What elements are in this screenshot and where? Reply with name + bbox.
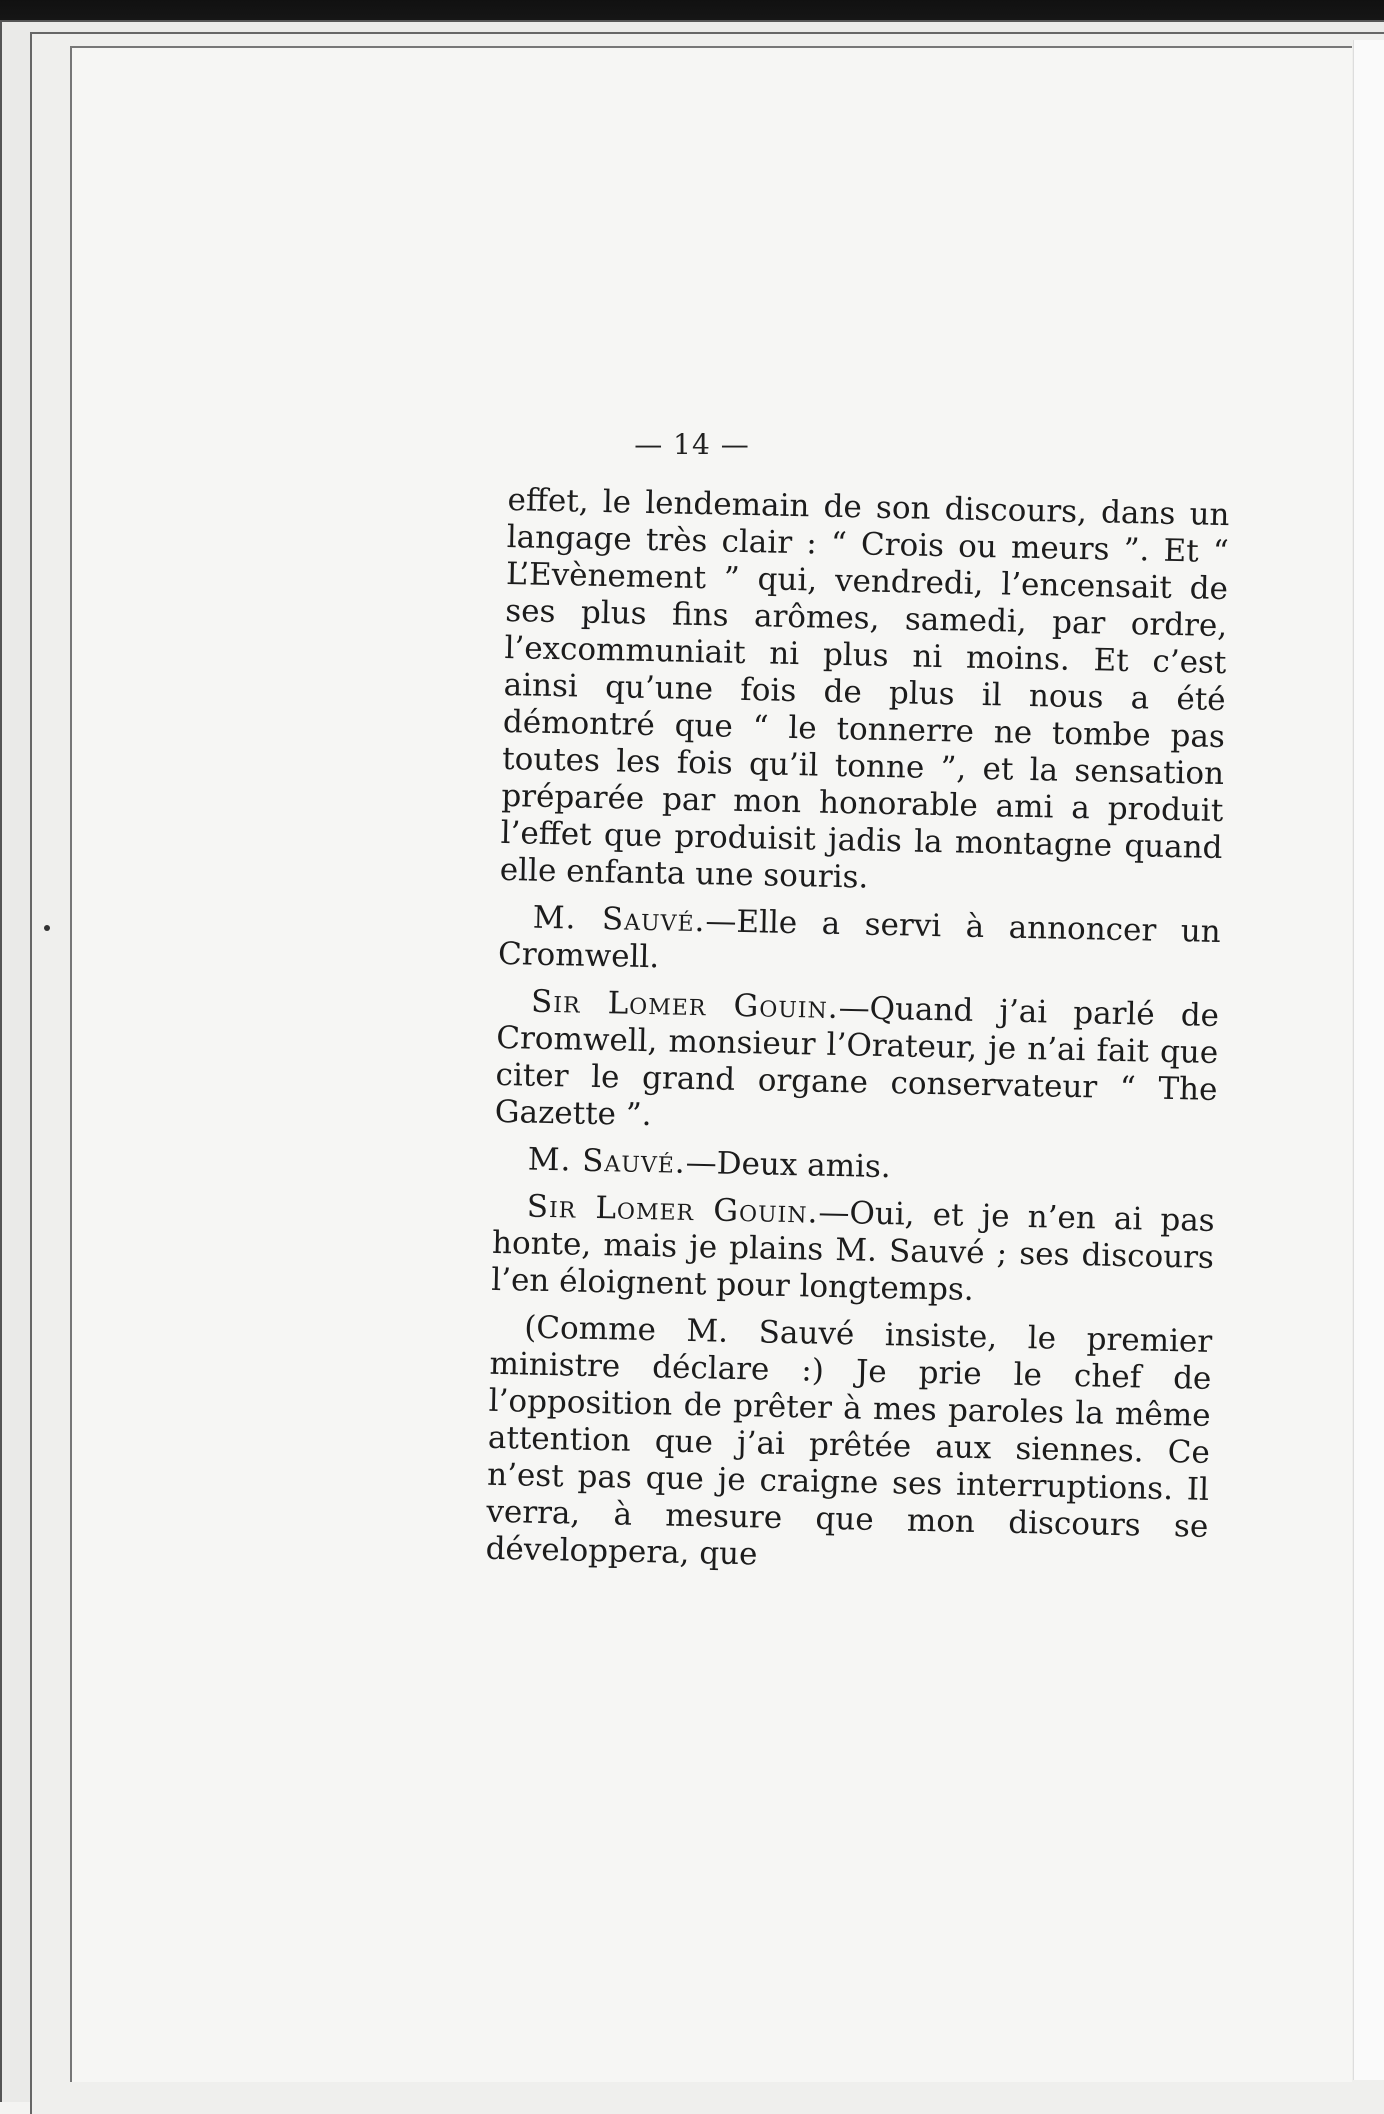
speech-text: —Quand j’ai parlé de Cromwell, monsieur l’Orateur, je n’ai fait que citer le grand organe conservateur “ The Gazette ”. [494,990,1220,1134]
dialogue-paragraph [491,1188,1215,1314]
dialogue-paragraph [498,899,1221,988]
scan-speck [44,925,50,931]
speaker-name: M. Sauvé. [527,1141,687,1181]
speaker-name: Sir Lomer Gouin. [530,983,840,1027]
page-number: — 14 — [634,428,750,461]
paragraph: effet, le lendemain de son discours, dans un langage très clair : “ Crois ou meurs ”. Et “ L’Evènement ” qui, vendredi, l’encensait de ses plus fins arômes, samedi, par ordre, l’excommuniait ni plus ni moins. Et c’est ainsi qu’une fois de plus il nous a été démontré que “ le tonnerre ne tombe pas toutes les fois qu’il tonne ”, et la sensation préparée par mon honorable ami a produit l’effet que produisit jadis la montagne quand elle enfanta une souris. [499,482,1230,896]
dialogue-paragraph [494,983,1219,1146]
speech-text: —Elle a servi à annoncer un Cromwell. [497,903,1222,976]
scan-right-margin [1353,40,1384,2080]
page-body [485,482,1230,1593]
speech-text: —Deux amis. [685,1144,892,1186]
speaker-name: Sir Lomer Gouin. [526,1188,819,1231]
speaker-name: M. Sauvé. [532,899,706,940]
speech-text: —Oui, et je n’en ai pas honte, mais je plains M. Sauvé ; ses discours l’en éloignent pour longtemps. [490,1194,1216,1308]
dialogue-paragraph [493,1141,1216,1193]
paragraph: (Comme M. Sauvé insiste, le premier ministre déclare :) Je prie le chef de l’opposition de prêter à mes paroles la même attention que j’ai prêtée aux siennes. Ce n’est pas que je craigne ses interruptions. Il verra, à mesure que mon discours se développera, que [485,1309,1213,1573]
